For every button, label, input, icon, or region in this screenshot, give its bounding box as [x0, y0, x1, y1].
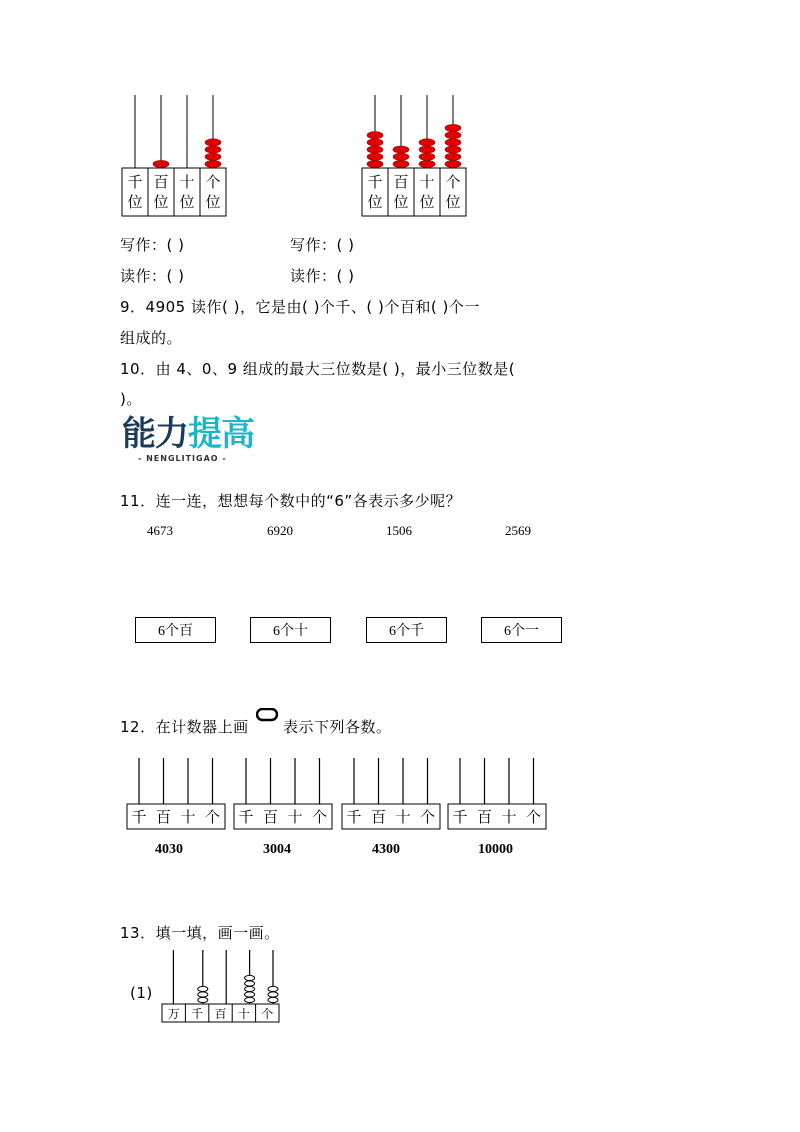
- abacus-label: 十: [237, 1007, 250, 1021]
- q11-match-box[interactable]: 6个千: [366, 617, 447, 643]
- abacus-label: 千: [238, 808, 254, 826]
- q12-number: 3004: [263, 842, 291, 857]
- abacus-label: 十: [395, 808, 411, 826]
- abacus-label: 个: [311, 808, 328, 826]
- abacus-label: 千: [367, 173, 383, 191]
- abacus-bead: [268, 992, 278, 997]
- abacus-top-right: [358, 90, 473, 220]
- abacus-label: 千: [452, 808, 468, 826]
- abacus-label: 十: [501, 808, 517, 826]
- abacus-label: 百: [476, 808, 493, 826]
- q10-line1: 10．由 4、0、9 组成的最大三位数是( )，最小三位数是(: [120, 360, 516, 378]
- q11-number: 4673: [147, 523, 173, 538]
- q12-abacus: [125, 756, 227, 836]
- abacus-bead: [205, 146, 221, 153]
- abacus-bead: [445, 124, 461, 131]
- abacus-label: 千: [131, 808, 147, 826]
- q13-sub1: (1): [130, 984, 153, 1002]
- ability-banner: [122, 414, 272, 466]
- abacus-top-left: [118, 90, 233, 220]
- abacus-label: 个: [204, 808, 221, 826]
- abacus-label: 百: [393, 173, 409, 191]
- abacus-label: 百: [214, 1007, 227, 1021]
- q8-read-left: 读作：( ): [120, 267, 185, 285]
- q12-text-before: 12．在计数器上画: [120, 718, 249, 736]
- abacus-label: 万: [167, 1007, 180, 1021]
- abacus-label: 位: [127, 193, 143, 211]
- abacus-bead: [393, 153, 409, 160]
- abacus-bead: [445, 153, 461, 160]
- q12-number: 4030: [155, 842, 183, 857]
- abacus-label: 位: [445, 193, 461, 211]
- abacus-label: 位: [153, 193, 169, 211]
- abacus-bead: [445, 160, 461, 167]
- abacus-bead: [419, 160, 435, 167]
- abacus-label: 个: [445, 173, 461, 191]
- banner-subtitle: - NENGLITIGAO -: [138, 454, 227, 463]
- q11-number: 6920: [267, 523, 293, 538]
- abacus-label: 千: [127, 173, 143, 191]
- abacus-label: 十: [180, 808, 196, 826]
- q9-line2: 组成的。: [120, 329, 183, 347]
- abacus-bead: [419, 153, 435, 160]
- abacus-bead: [445, 146, 461, 153]
- abacus-label: 十: [419, 173, 435, 191]
- abacus-label: 位: [393, 193, 409, 211]
- abacus-label: 百: [370, 808, 387, 826]
- abacus-label: 十: [179, 173, 195, 191]
- q10-line2: )。: [120, 390, 142, 408]
- abacus-bead: [205, 153, 221, 160]
- abacus-bead: [367, 153, 383, 160]
- abacus-bead: [367, 160, 383, 167]
- abacus-label: 位: [367, 193, 383, 211]
- abacus-bead: [445, 132, 461, 139]
- q8-write-left: 写作：( ): [120, 236, 185, 254]
- abacus-label: 位: [205, 193, 221, 211]
- abacus-label: 个: [261, 1007, 274, 1021]
- abacus-label: 百: [155, 808, 172, 826]
- abacus-bead: [205, 160, 221, 167]
- q12-abacus: [232, 756, 334, 836]
- q12-number: 10000: [478, 842, 513, 857]
- abacus-bead: [419, 139, 435, 146]
- q11-text: 11．连一连，想想每个数中的“6”各表示多少呢？: [120, 492, 462, 510]
- abacus-bead: [245, 992, 255, 997]
- q13-text: 13．填一填，画一画。: [120, 924, 280, 942]
- abacus-bead: [153, 160, 169, 167]
- abacus-bead: [268, 997, 278, 1002]
- abacus-bead: [393, 146, 409, 153]
- q11-match-box[interactable]: 6个一: [481, 617, 562, 643]
- abacus-bead: [245, 997, 255, 1002]
- q11-match-box[interactable]: 6个百: [135, 617, 216, 643]
- abacus-bead: [367, 139, 383, 146]
- banner-title-cyan: 提高: [188, 414, 254, 454]
- q8-read-right: 读作：( ): [290, 267, 355, 285]
- abacus-bead: [245, 981, 255, 986]
- abacus-label: 位: [419, 193, 435, 211]
- abacus-label: 千: [346, 808, 362, 826]
- q11-number: 2569: [505, 523, 531, 538]
- abacus-bead: [367, 132, 383, 139]
- abacus-bead: [205, 139, 221, 146]
- q12-number: 4300: [372, 842, 400, 857]
- q12-abacus: [340, 756, 442, 836]
- abacus-bead: [268, 986, 278, 991]
- bead-icon: [256, 708, 278, 722]
- abacus-label: 位: [179, 193, 195, 211]
- abacus-bead: [245, 975, 255, 980]
- q8-write-right: 写作：( ): [290, 236, 355, 254]
- abacus-bead: [419, 146, 435, 153]
- abacus-label: 百: [153, 173, 169, 191]
- abacus-label: 千: [191, 1007, 204, 1021]
- abacus-bead: [393, 160, 409, 167]
- q11-match-box[interactable]: 6个十: [250, 617, 331, 643]
- abacus-bead: [198, 986, 208, 991]
- q11-number: 1506: [386, 523, 412, 538]
- abacus-bead: [198, 997, 208, 1002]
- banner-title-dark: 能力: [122, 414, 188, 454]
- q12-abacus: [446, 756, 548, 836]
- abacus-label: 个: [205, 173, 221, 191]
- abacus-label: 百: [262, 808, 279, 826]
- abacus-label: 十: [287, 808, 303, 826]
- abacus-bead: [245, 986, 255, 991]
- q9-line1: 9．4905 读作( )，它是由( )个千、( )个百和( )个一: [120, 298, 480, 316]
- abacus-label: 个: [525, 808, 542, 826]
- q13-abacus: [160, 948, 282, 1024]
- abacus-label: 个: [419, 808, 436, 826]
- abacus-bead: [445, 139, 461, 146]
- abacus-bead: [367, 146, 383, 153]
- q12-text-after: 表示下列各数。: [283, 718, 392, 736]
- abacus-bead: [198, 992, 208, 997]
